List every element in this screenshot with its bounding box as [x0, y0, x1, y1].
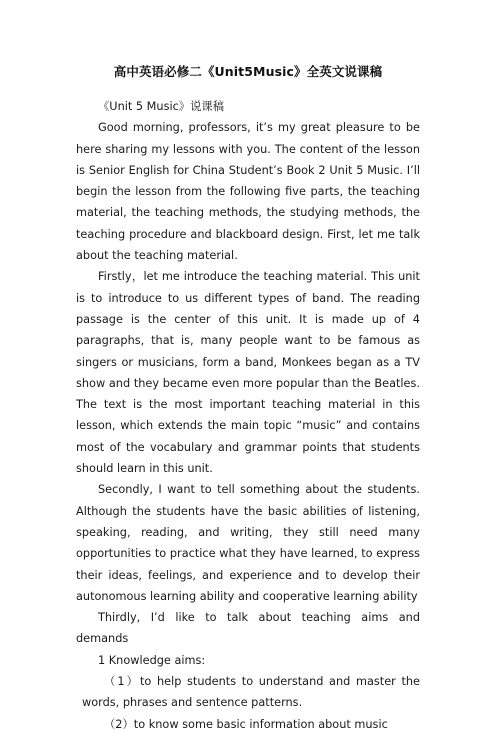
paragraph-heading: 《Unit 5 Music》说课稿	[98, 100, 224, 113]
document-title: 高中英语必修二《Unit5Music》全英文说课稿	[113, 64, 383, 79]
paragraph-teaching-material: Firstly，let me introduce the teaching material. This unit is to introduce to us different types of band. The reading passage is the center of this unit. It is made up of 4 paragraphs, that is, many people want to be famous as singers or musicians, form a band, Monkees began as a TV show and they became even more popular than the Beatles. The text is the most important teaching material in this lesson, which extends the main topic “music” and contains most of the vocabulary and grammar points that students should learn in this unit.	[76, 270, 420, 476]
list-item-aim-2: （2）to know some basic information about music	[104, 717, 388, 731]
paragraph-greeting: Good morning, professors, it’s my great pleasure to be here sharing my lessons with you. The content of the lesson is Senior English for China Student’s Book 2 Unit 5 Music. I’ll begin the lesson from the following five parts, the teaching material, the teaching methods, the studying methods, the teaching procedure and blackboard design. First, let me talk about the teaching material.	[76, 121, 420, 263]
list-item-aim-1: （1）to help students to understand and master the words, phrases and sentence patterns.	[82, 675, 420, 710]
paragraph-students: Secondly, I want to tell something about the students. Although the students have the basic abilities of listening, speaking, reading, and writing, they still need many opportunities to practice what they have learned, to express their ideas, feelings, and experience and to develop their autonomous learning ability and cooperative learning ability	[76, 483, 420, 603]
paragraph-teaching-aims: Thirdly, I’d like to talk about teaching aims and demands	[76, 611, 420, 646]
paragraph-knowledge-aims: 1 Knowledge aims:	[98, 653, 206, 667]
document-body	[76, 96, 420, 735]
